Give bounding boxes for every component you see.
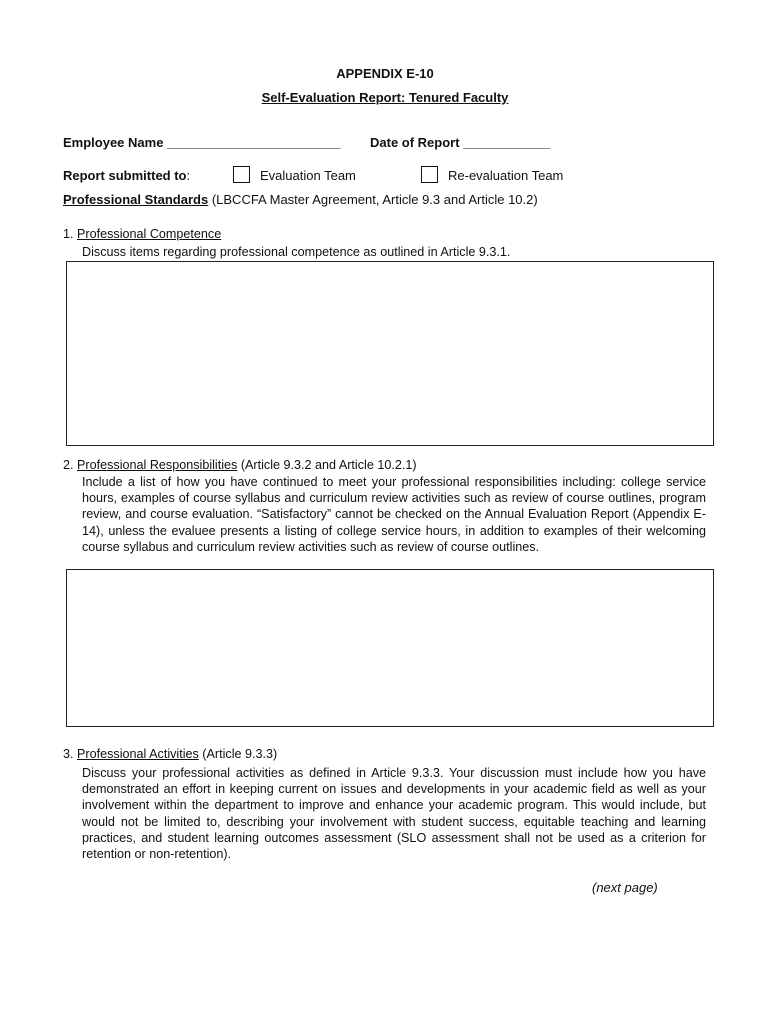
employee-name-row — [63, 135, 341, 151]
section-title: Professional Responsibilities — [77, 458, 238, 472]
section-number: 2. — [63, 458, 74, 472]
date-of-report-label: Date of Report — [370, 135, 460, 150]
professional-standards-ref: (LBCCFA Master Agreement, Article 9.3 and Article 10.2) — [208, 192, 538, 207]
re-evaluation-team-label: Re-evaluation Team — [448, 168, 564, 183]
submitted-to-colon: : — [186, 168, 191, 183]
competence-answer-box[interactable] — [66, 261, 714, 446]
section-3-heading — [63, 746, 277, 762]
section-3-instructions: Discuss your professional activities as defined in Article 9.3.3. Your discussion must include how you have demonstrated an effort in keeping current on issues and developments in your academic field as well as your involvement within the department to improve and enhance your academic program. This would include, but would not be limited to, describing your involvement with student success, equitable teaching and learning practices, and student learning outcomes assessment (SLO assessment shall not be used as a criterion for retention or non-retention). — [82, 766, 706, 862]
section-ref: (Article 9.3.2 and Article 10.2.1) — [237, 458, 417, 472]
appendix-heading: APPENDIX E-10 — [336, 66, 434, 81]
evaluation-team-label: Evaluation Team — [260, 168, 356, 183]
date-of-report-field[interactable]: ____________ — [463, 135, 550, 150]
section-number: 1. — [63, 227, 74, 241]
section-1-instructions: Discuss items regarding professional competence as outlined in Article 9.3.1. — [82, 245, 511, 259]
report-title: Self-Evaluation Report: Tenured Faculty — [261, 90, 509, 105]
submitted-to-label — [63, 168, 190, 184]
professional-standards-label: Professional Standards — [63, 192, 209, 207]
section-2-instructions: Include a list of how you have continued to meet your professional responsibilities including: college service hours, examples of course syllabus and curriculum review activities such as review of course outlines, program review, and course evaluation. “Satisfactory” cannot be checked on the Annual Evaluation Report (Appendix E-14), unless the evaluee presents a listing of college service hours, in addition to examples of their welcoming course syllabus and curriculum review activities such as review of course outlines. — [82, 475, 706, 554]
professional-standards-line — [63, 192, 538, 208]
section-2-heading — [63, 457, 417, 473]
submitted-to-text: Report submitted to — [63, 168, 187, 183]
section-title: Professional Competence — [77, 227, 222, 241]
re-evaluation-team-checkbox[interactable] — [421, 166, 438, 183]
next-page-note: (next page) — [592, 880, 658, 895]
evaluation-team-checkbox[interactable] — [233, 166, 250, 183]
section-number: 3. — [63, 747, 74, 761]
section-title: Professional Activities — [77, 747, 199, 761]
employee-name-label: Employee Name — [63, 135, 164, 150]
section-ref: (Article 9.3.3) — [198, 747, 278, 761]
employee-name-field[interactable]: ________________________ — [167, 135, 341, 150]
responsibilities-answer-box[interactable] — [66, 569, 714, 727]
date-of-report-row — [370, 135, 550, 151]
section-1-heading — [63, 226, 221, 242]
